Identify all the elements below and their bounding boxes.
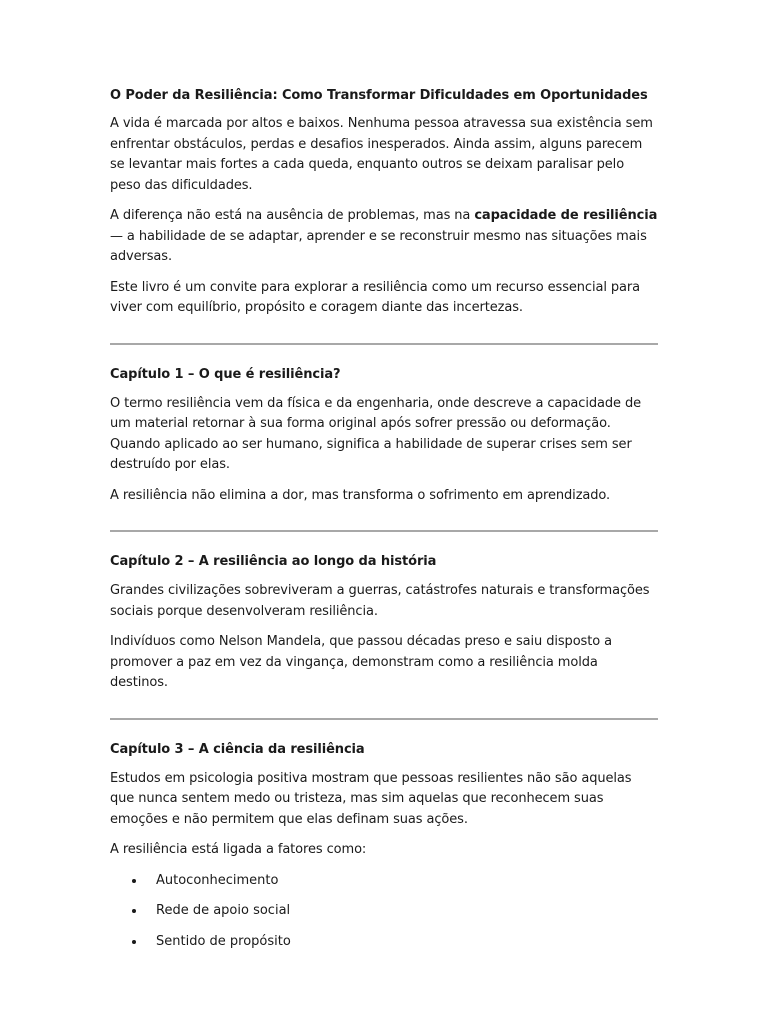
intro-paragraph-3: Este livro é um convite para explorar a resiliência como um recurso essencial para viver com equilíbrio, propósito e coragem diante das incertezas. bbox=[110, 279, 641, 315]
intro-paragraph-1: A vida é marcada por altos e baixos. Nenhuma pessoa atravessa sua existência sem enfrentar obstáculos, perdas e desafios inesperados. Ainda assim, alguns parecem se levantar mais fortes a cada queda, enquanto outros se deixam paralisar pelo peso das dificuldades. bbox=[110, 116, 653, 193]
chapter-2-paragraph-2: Indivíduos como Nelson Mandela, que passou décadas preso e saiu disposto a promover a paz em vez da vingança, demonstram como a resiliência molda destinos. bbox=[110, 634, 612, 690]
chapter-1-paragraph-2: A resiliência não elimina a dor, mas transforma o sofrimento em aprendizado. bbox=[110, 487, 611, 503]
document-page bbox=[110, 86, 658, 962]
section-divider-2 bbox=[110, 530, 658, 532]
section-divider-1 bbox=[110, 343, 658, 345]
intro-paragraph-2-text-b: — a habilidade de se adaptar, aprender e se reconstruir mesmo nas situações mais adversas. bbox=[110, 228, 647, 264]
bullet-icon bbox=[132, 909, 136, 913]
section-divider-3 bbox=[110, 718, 658, 720]
chapter-2-title: Capítulo 2 – A resiliência ao longo da história bbox=[110, 554, 437, 569]
chapter-3-title: Capítulo 3 – A ciência da resiliência bbox=[110, 741, 365, 757]
chapter-1-title: Capítulo 1 – O que é resiliência? bbox=[110, 366, 341, 382]
intro-paragraph-2-emphasis: capacidade de resiliência bbox=[474, 208, 658, 223]
list-item bbox=[110, 901, 658, 921]
list-item-text: Sentido de propósito bbox=[156, 933, 291, 949]
intro-paragraph-2-text-a: A diferença não está na ausência de problemas, mas na bbox=[110, 208, 475, 223]
list-item-text: Rede de apoio social bbox=[156, 903, 291, 919]
chapter-2-paragraph-1: Grandes civilizações sobreviveram a guerras, catástrofes naturais e transformações sociais porque desenvolveram resiliência. bbox=[110, 583, 650, 619]
chapter-3-paragraph-2: A resiliência está ligada a fatores como: bbox=[110, 842, 367, 857]
factor-list bbox=[110, 871, 658, 952]
list-item bbox=[110, 871, 658, 891]
document-title: O Poder da Resiliência: Como Transformar Dificuldades em Oportunidades bbox=[110, 88, 648, 103]
chapter-3-paragraph-1: Estudos em psicologia positiva mostram que pessoas resilientes não são aquelas que nunca sentem medo ou tristeza, mas sim aquelas que reconhecem suas emoções e não permitem que elas definam suas ações. bbox=[110, 770, 632, 827]
bullet-icon bbox=[132, 940, 136, 944]
list-item-text: Autoconhecimento bbox=[156, 872, 279, 888]
list-item bbox=[110, 932, 658, 952]
bullet-icon bbox=[132, 879, 136, 883]
chapter-1-paragraph-1: O termo resiliência vem da física e da engenharia, onde descreve a capacidade de um material retornar à sua forma original após sofrer pressão ou deformação. Quando aplicado ao ser humano, significa a habilidade de superar crises sem ser destruído por elas. bbox=[110, 395, 642, 472]
intro-paragraph-2 bbox=[110, 206, 658, 268]
